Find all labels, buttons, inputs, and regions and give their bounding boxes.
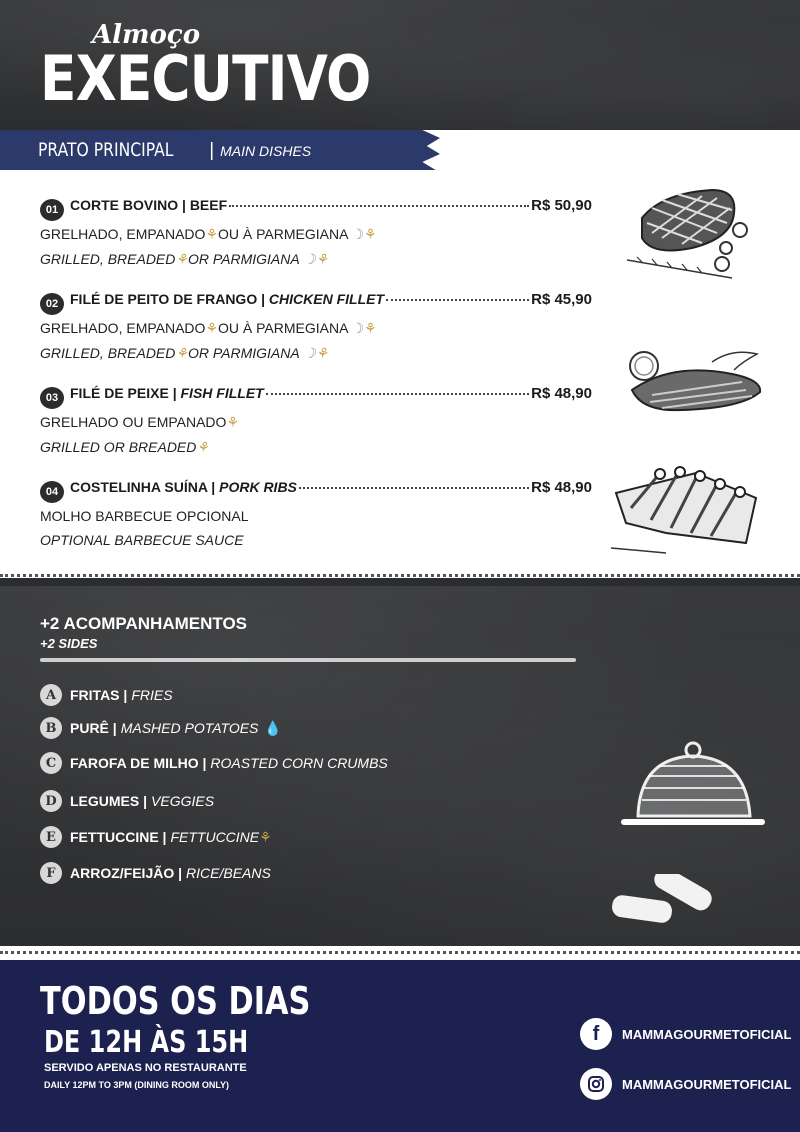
everyday-heading: TODOS OS DIAS: [40, 979, 311, 1023]
sides-subtitle: +2 SIDES: [40, 636, 98, 651]
moon-icon: ☽: [351, 320, 365, 336]
side-item: [40, 717, 282, 739]
instagram-link[interactable]: [580, 1068, 791, 1100]
sides-title: +2 ACOMPANHAMENTOS: [40, 614, 248, 633]
dish-name-pt: FILÉ DE PEIXE |: [70, 385, 181, 401]
desc-text: GRELHADO, EMPANADO: [40, 226, 206, 242]
wheat-icon: ⚘: [226, 414, 239, 430]
moon-icon: ☽: [351, 226, 365, 242]
desc-text: GRILLED, BREADED: [40, 251, 176, 267]
chalk-pieces: [606, 874, 716, 934]
dish-item: [40, 196, 592, 268]
dish-number: 03: [40, 387, 64, 409]
leader-dots: [299, 487, 529, 489]
section-title-en: MAIN DISHES: [220, 143, 312, 159]
section-separator: |: [209, 140, 215, 161]
desc-text-2: OR PARMIGIANA: [187, 345, 300, 361]
side-letter: B: [40, 717, 62, 739]
side-item: [40, 752, 388, 774]
wheat-icon: ⚘: [205, 226, 218, 242]
dish-item: [40, 384, 592, 456]
side-name-pt: LEGUMES |: [70, 793, 148, 809]
side-name-en: FRIES: [131, 687, 173, 703]
side-name-pt: FETTUCCINE |: [70, 829, 167, 845]
wheat-icon: ⚘: [205, 320, 218, 336]
divider: [0, 946, 800, 960]
steak-illustration: [622, 178, 762, 288]
dish-name-en: PORK RIBS: [219, 479, 297, 495]
dish-name: [70, 197, 227, 213]
moon-icon: ☽: [303, 251, 316, 267]
side-item: [40, 684, 173, 706]
side-name-en: VEGGIES: [151, 793, 215, 809]
wheat-icon: ⚘: [315, 251, 329, 267]
side-name-pt: FAROFA DE MILHO |: [70, 755, 207, 771]
dish-description-en: [40, 439, 592, 456]
served-note: SERVIDO APENAS NO RESTAURANTE: [44, 1062, 247, 1074]
ribs-illustration: [596, 448, 776, 558]
dish-heading: [40, 290, 592, 312]
desc-text: GRELHADO, EMPANADO: [40, 320, 206, 336]
dish-description-pt: [40, 414, 592, 431]
dish-price: R$ 48,90: [531, 479, 592, 496]
menu-header: [0, 0, 800, 130]
dish-description-pt: [40, 226, 592, 243]
facebook-icon: f: [580, 1018, 612, 1050]
moon-icon: ☽: [303, 345, 316, 361]
dish-heading: [40, 196, 592, 218]
side-item: [40, 790, 214, 812]
drop-icon: 💧: [264, 719, 282, 736]
leader-dots: [386, 299, 529, 301]
side-name-pt: FRITAS |: [70, 687, 128, 703]
side-name-en: FETTUCCINE: [170, 829, 260, 845]
dish-description-pt: [40, 320, 592, 337]
side-name-en: MASHED POTATOES: [120, 720, 259, 736]
fish-illustration: [622, 340, 772, 420]
dish-name-en: CHICKEN FILLET: [268, 291, 385, 307]
dish-description-pt: MOLHO BARBECUE OPCIONAL: [40, 508, 249, 524]
main-dishes-section: [0, 130, 800, 578]
side-name-en: RICE/BEANS: [186, 865, 271, 881]
dish-number: 04: [40, 481, 64, 503]
dish-description-en: [40, 345, 592, 362]
dish-name: [70, 479, 297, 495]
section-title-pt: PRATO PRINCIPAL: [38, 139, 174, 161]
side-letter: C: [40, 752, 62, 774]
sides-section: [0, 586, 800, 946]
side-letter: F: [40, 862, 62, 884]
footer: [0, 960, 800, 1132]
side-name-pt: ARROZ/FEIJÃO |: [70, 865, 183, 881]
wheat-icon: ⚘: [315, 345, 329, 361]
dish-item: [40, 478, 592, 548]
leader-dots: [266, 393, 529, 395]
wheat-icon: ⚘: [175, 251, 188, 267]
side-item: [40, 826, 272, 848]
side-letter: E: [40, 826, 62, 848]
dish-price: R$ 45,90: [531, 291, 592, 308]
dish-name-pt: COSTELINHA SUÍNA |: [70, 479, 220, 495]
title-script: Almoço: [92, 20, 201, 50]
divider: [0, 574, 800, 578]
wheat-icon: ⚘: [196, 439, 209, 455]
wheat-icon: ⚘: [175, 345, 188, 361]
dish-description-en: [40, 251, 592, 268]
desc-text: GRELHADO OU EMPANADO: [40, 414, 227, 430]
instagram-handle: MAMMAGOURMETOFICIAL: [622, 1076, 792, 1092]
section-title: [38, 139, 311, 162]
dish-heading: [40, 478, 592, 500]
facebook-link[interactable]: [580, 1018, 791, 1050]
side-letter: A: [40, 684, 62, 706]
daily-note: DAILY 12PM TO 3PM (DINING ROOM ONLY): [44, 1080, 230, 1090]
desc-text-2: OR PARMIGIANA: [187, 251, 300, 267]
dish-name-pt: FILÉ DE PEITO DE FRANGO |: [70, 291, 269, 307]
desc-text-2: OU À PARMEGIANA: [218, 320, 348, 336]
dish-number: 01: [40, 199, 64, 221]
chalk-line: [40, 658, 576, 662]
instagram-icon: [580, 1068, 612, 1100]
dish-name: [70, 291, 384, 307]
dish-description-en: OPTIONAL BARBECUE SAUCE: [40, 532, 244, 548]
desc-text: GRILLED OR BREADED: [40, 439, 197, 455]
hours-heading: DE 12H ÀS 15H: [44, 1025, 249, 1060]
dish-price: R$ 50,90: [531, 197, 592, 214]
dish-price: R$ 48,90: [531, 385, 592, 402]
leader-dots: [229, 205, 529, 207]
wheat-icon: ⚘: [364, 226, 377, 242]
dish-name: [70, 385, 264, 401]
dish-number: 02: [40, 293, 64, 315]
desc-text-2: OU À PARMEGIANA: [218, 226, 348, 242]
side-item: [40, 862, 271, 884]
side-name-pt: PURÊ |: [70, 720, 117, 736]
desc-text: GRILLED, BREADED: [40, 345, 176, 361]
side-letter: D: [40, 790, 62, 812]
dish-item: [40, 290, 592, 362]
cloche-illustration: [618, 736, 768, 836]
dish-name-pt: CORTE BOVINO | BEEF: [70, 197, 228, 213]
dish-heading: [40, 384, 592, 406]
wheat-icon: ⚘: [259, 828, 272, 845]
wheat-icon: ⚘: [364, 320, 377, 336]
page-title: EXECUTIVO: [40, 42, 371, 115]
facebook-handle: MAMMAGOURMETOFICIAL: [622, 1026, 792, 1042]
dish-name-en: FISH FILLET: [180, 385, 264, 401]
side-name-en: ROASTED CORN CRUMBS: [210, 755, 388, 771]
